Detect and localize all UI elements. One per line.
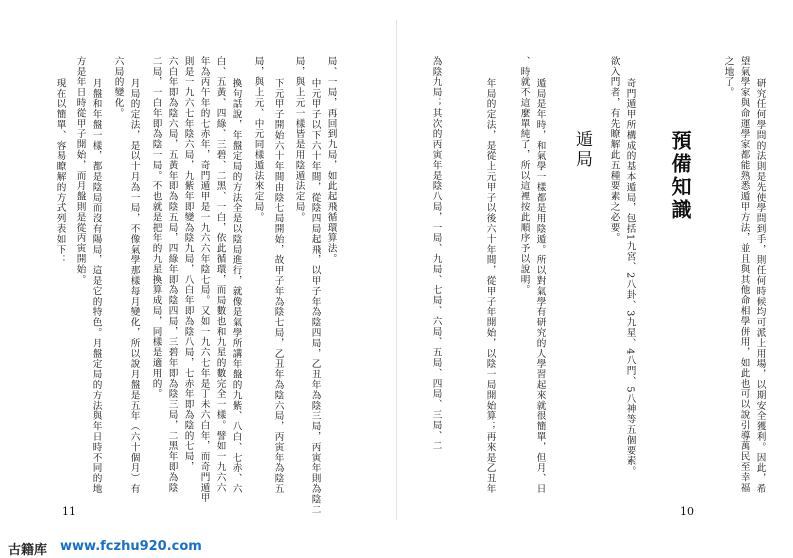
paragraph-line: 白、五黃、四綠、三碧、二黑、一白，依此循環，而局數也和九星的數完全一樣。譬如一九六六 xyxy=(214,56,226,493)
paragraph-line: 下元甲子開始六十年間由陰七局開始，故甲子年為陰七局，乙丑年為陰六局，丙寅年為陰五 xyxy=(272,78,284,494)
paragraph-line: 月局的定法，是以十月為一局，不像氣學那樣每月變化，所以說月盤是五年（六十個月）有 xyxy=(128,78,140,494)
paragraph-line: 年為丙午年的七赤年，奇門遁甲是一九六六年陰七局。又如一九六七年是丁未六白年，而奇門遁甲 xyxy=(198,56,210,504)
right-page xyxy=(398,0,793,520)
paragraph-line: 望氣學家與命運學家都能熟悉遁甲方法，並且與其他命相學併用，如此也可以說引導萬民至幸福 xyxy=(738,56,750,493)
paragraph-line: 研究任何學問的法則是先使學問到手，則任何時候均可派上用場，以期安全獲利。因此，希 xyxy=(754,78,766,494)
paragraph-line: 局，與上元、中元同樣遁法來定局。 xyxy=(252,56,264,223)
paragraph-line: 遁局是年時，和氣學一樣都是用陰遁。所以對氣學有研究的人學習起來就很簡單，但月、日 xyxy=(534,78,546,494)
watermark-footer xyxy=(0,534,793,558)
paragraph-line: 二局，一白年即為陰一局。不也就是把年的九星換算成局，同樣是適用的。 xyxy=(150,56,162,400)
paragraph-line: 之地了。 xyxy=(722,56,734,98)
watermark-url: www.fczhu920.com xyxy=(60,539,202,554)
paragraph-line: 換句話說，年盤定局的方法全是以陰局進行，就像是氣學所講年盤的九紫、八白、七赤、六 xyxy=(230,78,242,494)
section-subheading: 遁局 xyxy=(572,130,592,170)
section-heading: 預備知識 xyxy=(668,130,692,222)
paragraph-line: 方是年日時從甲子開始，而月盤則是從丙寅開始。 xyxy=(74,56,86,285)
paragraph-line: 局、一局，再回到九局，如此起飛循環算法。 xyxy=(325,56,337,264)
paragraph-line: 月盤和年盤一樣，都是陰局而沒有陽局，這是它的特色。月盤定局的方法與年日時不同的地 xyxy=(90,78,102,494)
paragraph-line: 局，與上元一樣皆是用陰遁法定局。 xyxy=(293,56,305,223)
left-page xyxy=(0,0,396,520)
paragraph-line: 現在以簡單、容易瞭解的方式列表如下： xyxy=(54,78,66,266)
paragraph-line: 為陰九局；其次的丙寅年是陰八局，一局、九局、七局、六局、五局、四局、三局、二 xyxy=(430,56,442,452)
page-number: 10 xyxy=(680,505,694,518)
paragraph-line: 、時就不這麼單純了，所以這裡按此順序予以說明。 xyxy=(518,56,530,296)
paragraph-line: 六白年即為陰六局，五黃年即為陰五局，四綠年即為陰四局，三碧年即為陰三局，二黑年即為陰 xyxy=(166,56,178,493)
paragraph-line: 六局的變化。 xyxy=(112,56,124,119)
paragraph-line: 中元甲子以下六十年間，從陰四局起飛，以甲子年為陰四局，乙丑年為陰三局，丙寅年則為陰二 xyxy=(309,78,321,515)
paragraph-line: 欲入門者，有先瞭解此五種要素之必要。 xyxy=(608,56,620,244)
paragraph-line: 年局的定法，是從上元甲子以後六十年間，從甲子年開始，以陰一局開始算；再來是乙丑年 xyxy=(484,78,496,494)
watermark-brand-name: 古籍库 xyxy=(8,543,48,558)
paragraph-line: 奇門遁甲所構成的基本遁局，包括1九宮、2八卦、3九星、4八門、5八神等五個要素。 xyxy=(624,78,636,477)
page-number: 11 xyxy=(62,505,76,518)
paragraph-line: 則是一九六七年陰六局，九紫年即變為陰九局，八白年即為陰八局，七赤年即為陰的七局， xyxy=(182,56,194,472)
page-divider xyxy=(396,20,397,520)
